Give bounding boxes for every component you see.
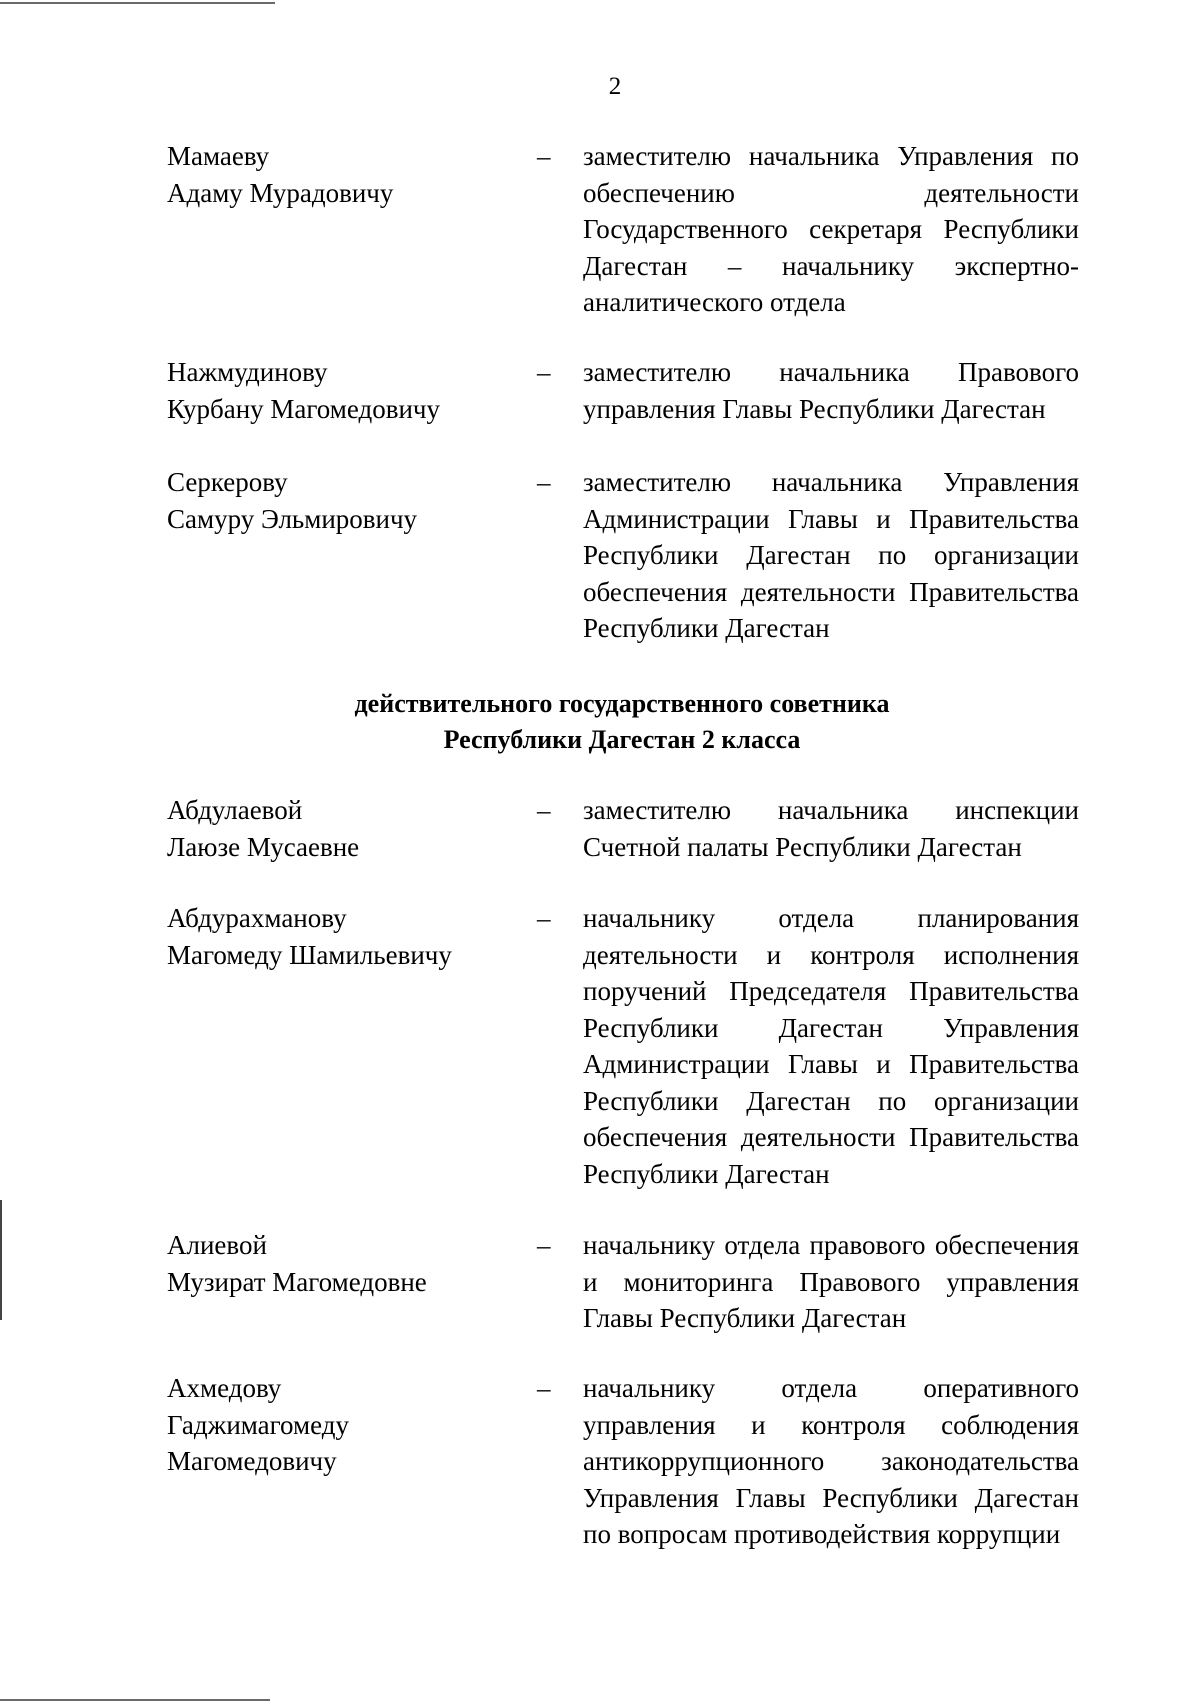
person-name: Мамаеву Адаму Мурадовичу bbox=[167, 141, 394, 208]
scan-artifact-bottom bbox=[0, 1699, 270, 1701]
position-text: заместителю начальника инспекции Счетной палаты Республики Дагестан bbox=[583, 795, 1079, 862]
dash: – bbox=[537, 903, 551, 933]
dash: – bbox=[537, 357, 551, 387]
position-text: заместителю начальника Управления Администрации Главы и Правительства Республики Дагестан по организации обеспечения деятельности Правительства Республики Дагестан bbox=[583, 467, 1079, 643]
dash: – bbox=[537, 1230, 551, 1260]
page-number: 2 bbox=[608, 73, 622, 100]
person-name: Серкерову Самуру Эльмировичу bbox=[167, 467, 418, 534]
person-name: Абдулаевой Лаюзе Мусаевне bbox=[167, 795, 360, 862]
person-name: Нажмудинову Курбану Магомедовичу bbox=[167, 357, 441, 424]
position-text: начальнику отдела планирования деятельности и контроля исполнения поручений Председателя Правительства Республики Дагестан Управления Администрации Главы и Правительства Республики Дагестан по организации обеспечения деятельности Правительства Республики Дагестан bbox=[583, 903, 1079, 1189]
scan-artifact-top bbox=[0, 2, 275, 4]
dash: – bbox=[537, 141, 551, 171]
person-name: Абдурахманову Магомеду Шамильевичу bbox=[167, 903, 452, 970]
dash: – bbox=[537, 467, 551, 497]
position-text: заместителю начальника Управления по обеспечению деятельности Государственного секретаря Республики Дагестан – начальнику экспертно-аналитического отдела bbox=[583, 141, 1079, 317]
section-heading: действительного государственного советника Республики Дагестан 2 класса bbox=[354, 689, 890, 754]
person-name: Алиевой Музират Магомедовне bbox=[167, 1230, 427, 1297]
position-text: начальнику отдела оперативного управления и контроля соблюдения антикоррупционного законодательства Управления Главы Республики Дагестан по вопросам противодействия коррупции bbox=[583, 1373, 1079, 1549]
position-text: начальнику отдела правового обеспечения и мониторинга Правового управления Главы Республики Дагестан bbox=[583, 1230, 1079, 1333]
dash: – bbox=[537, 795, 551, 825]
person-name: Ахмедову Гаджимагомеду Магомедовичу bbox=[167, 1373, 349, 1476]
scan-artifact-left bbox=[0, 1200, 2, 1320]
position-text: заместителю начальника Правового управления Главы Республики Дагестан bbox=[583, 357, 1079, 424]
dash: – bbox=[537, 1373, 551, 1403]
